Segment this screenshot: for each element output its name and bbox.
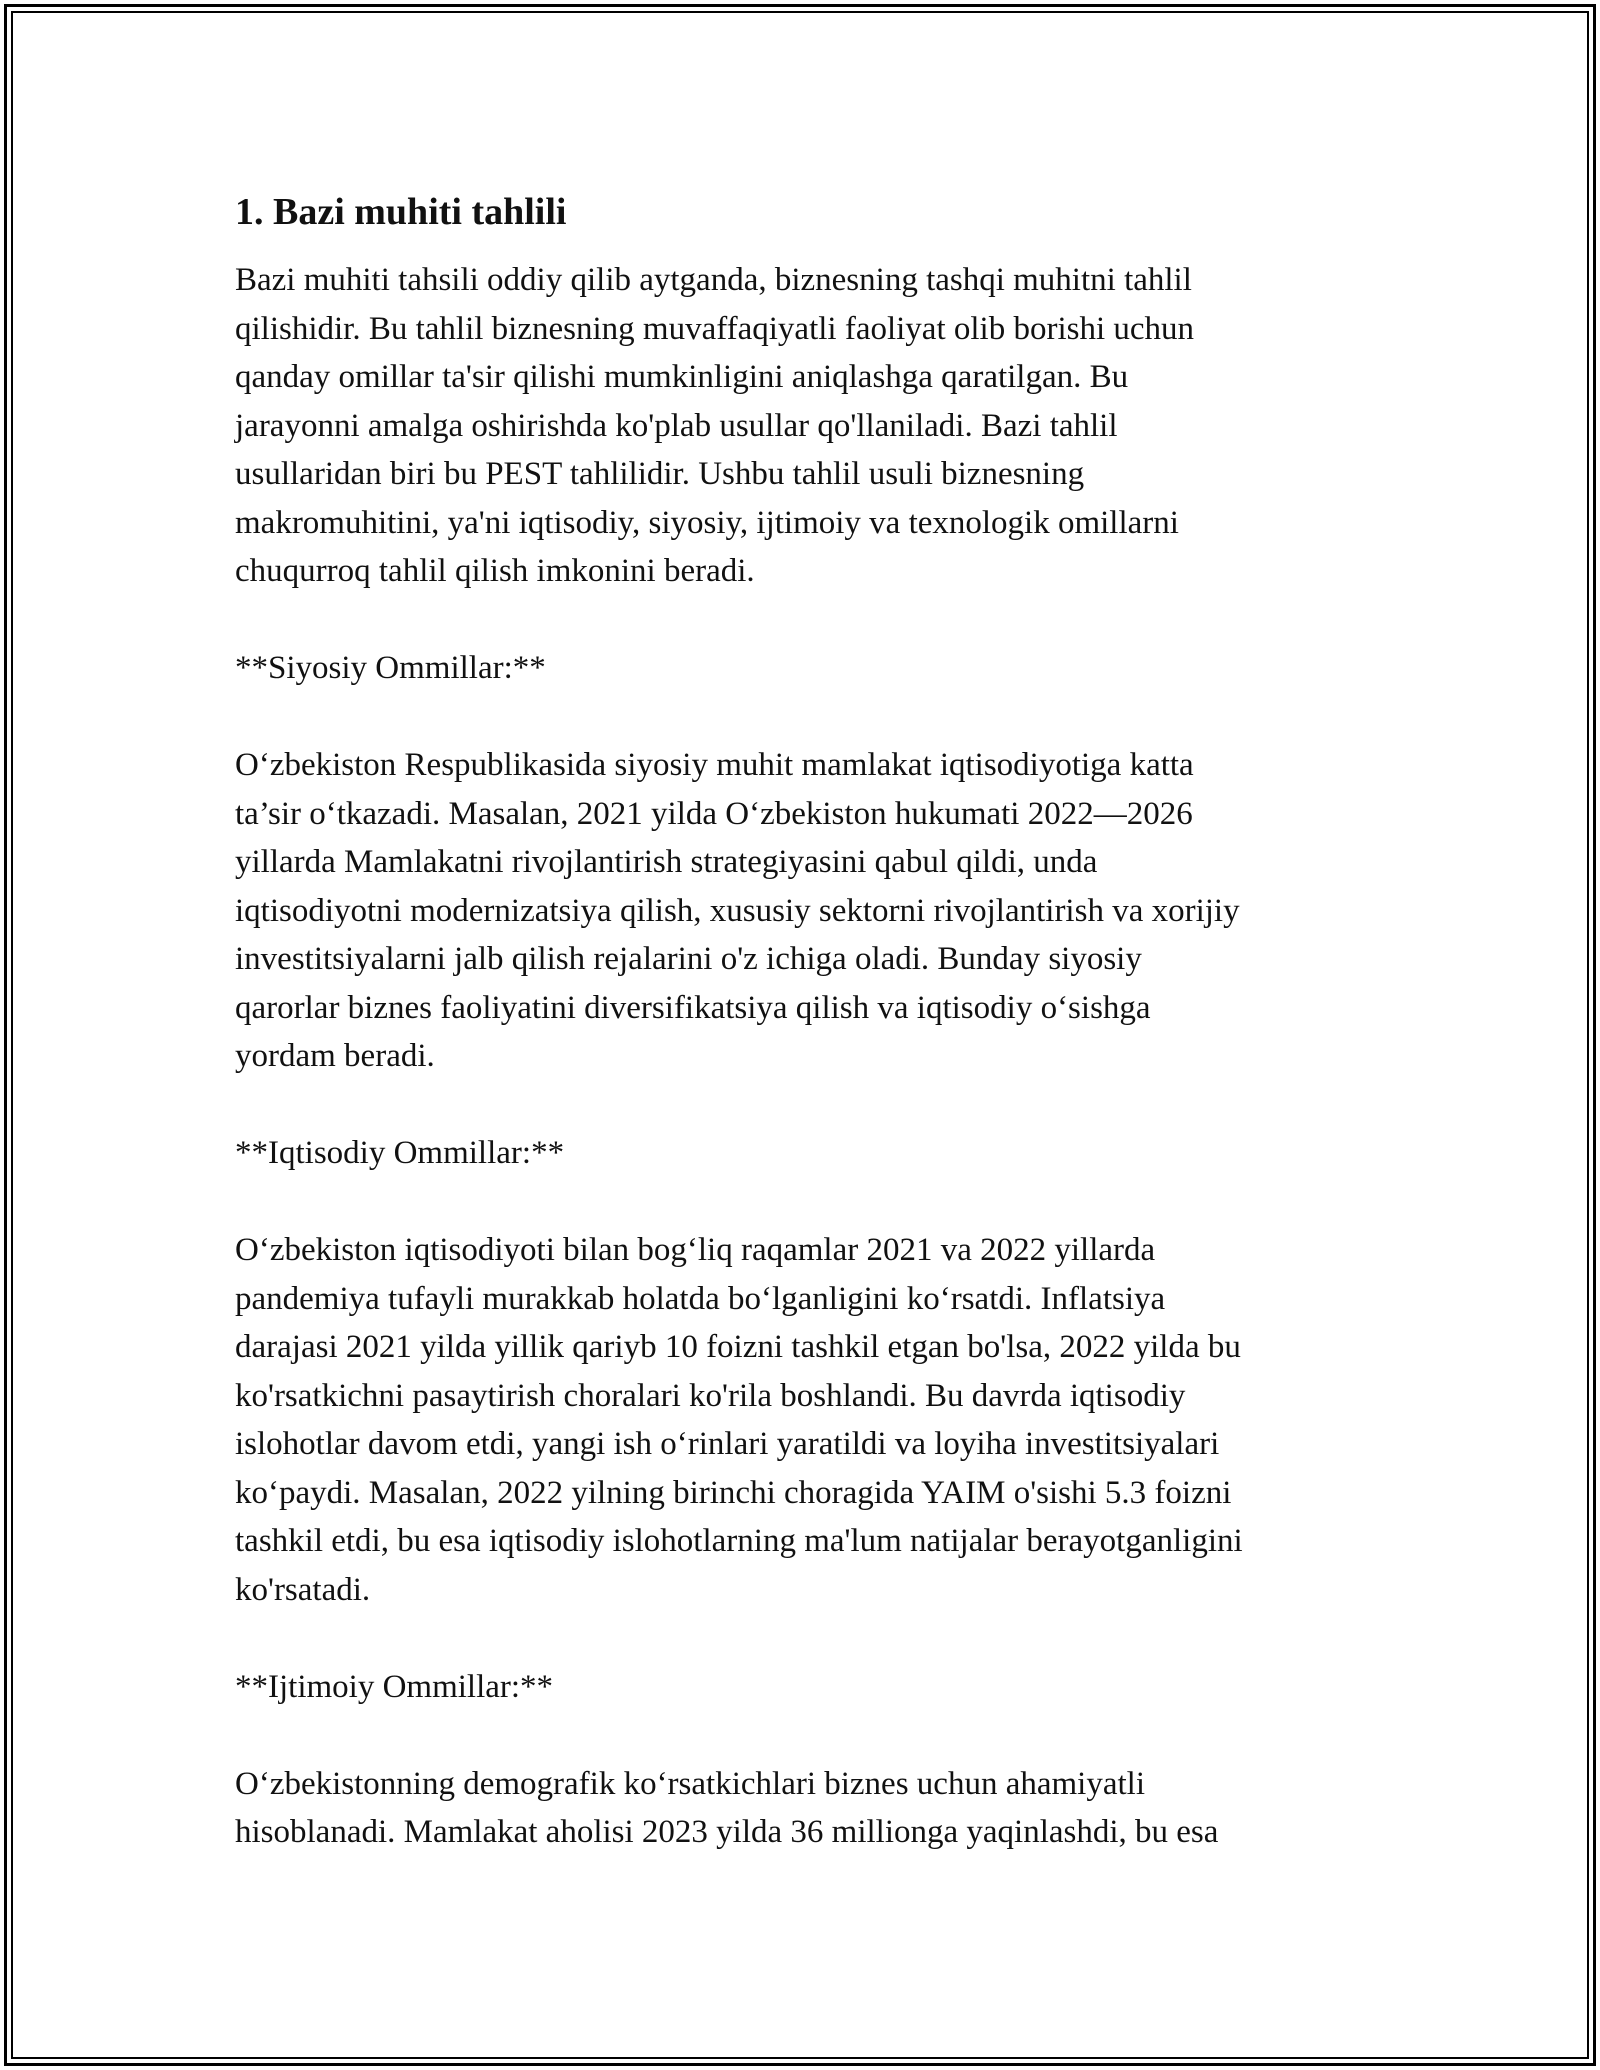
paragraph-spacer — [235, 596, 1365, 645]
social-paragraph: O‘zbekistonning demografik ko‘rsatkichlari biznes uchun ahamiyatli hisoblanadi. Mamlakat aholisi 2023 yilda 36 millionga yaqinlashdi, bu esa — [235, 1765, 1219, 1850]
political-paragraph: O‘zbekiston Respublikasida siyosiy muhit mamlakat iqtisodiyotiga katta ta’sir o‘tkazadi. Masalan, 2021 yilda O‘zbekiston hukumati 2022—2026 yillarda Mamlakatni rivojlantirish strategiyasini qabul qildi, unda iqtisodiyotni modernizatsiya qilish, xususiy sektorni rivojlantirish va xorijiy investitsiyalarni jalb qilish rejalarini o'z ichiga oladi. Bunday siyosiy qarorlar biznes faoliyatini diversifikatsiya qilish va iqtisodiy o‘sishga yordam beradi. — [235, 747, 1240, 1074]
paragraph-spacer — [235, 693, 1365, 742]
political-heading: **Siyosiy Ommillar:** — [235, 650, 546, 686]
intro-paragraph: Bazi muhiti tahsili oddiy qilib aytganda, biznesning tashqi muhitni tahlil qilishidir. Bu tahlil biznesning muvaffaqiyatli faoliyat olib borishi uchun qanday omillar ta'sir qilishi mumkinligini aniqlashga qaratilgan. Bu jarayonni amalga oshirishda ko'plab usullar qo'llaniladi. Bazi tahlil usullaridan biri bu PEST tahlilidir. Ushbu tahlil usuli biznesning makromuhitini, ya'ni iqtisodiy, siyosiy, ijtimoiy va texnologik omillarni chuqurroq tahlil qilish imkonini beradi. — [235, 262, 1195, 589]
social-heading: **Ijtimoiy Ommillar:** — [235, 1668, 554, 1705]
economic-heading: **Iqtisodiy Ommillar:** — [235, 1135, 565, 1171]
economic-paragraph: O‘zbekiston iqtisodiyoti bilan bog‘liq raqamlar 2021 va 2022 yillarda pandemiya tufayli murakkab holatda bo‘lganligini ko‘rsatdi. Inflatsiya darajasi 2021 yilda yillik qariyb 10 foizni tashkil etgan bo'lsa, 2022 yilda bu ko'rsatkichni pasaytirish choralari ko'rila boshlandi. Bu davrda iqtisodiy islohotlar davom etdi, yangi ish o‘rinlari yaratildi va loyiha investitsiyalari ko‘paydi. Masalan, 2022 yilning birinchi choragida YAIM o'sishi 5.3 foizni tashkil etdi, bu esa iqtisodiy islohotlarning ma'lum natijalar berayotganligini ko'rsatadi. — [235, 1232, 1243, 1608]
paragraph-spacer — [235, 1614, 1365, 1663]
paragraph-spacer — [235, 1178, 1365, 1227]
paragraph-spacer — [235, 1081, 1365, 1130]
document-body — [235, 188, 1365, 1857]
section-title: 1. Bazi muhiti tahlili — [235, 191, 567, 233]
paragraph-spacer — [235, 1711, 1365, 1760]
